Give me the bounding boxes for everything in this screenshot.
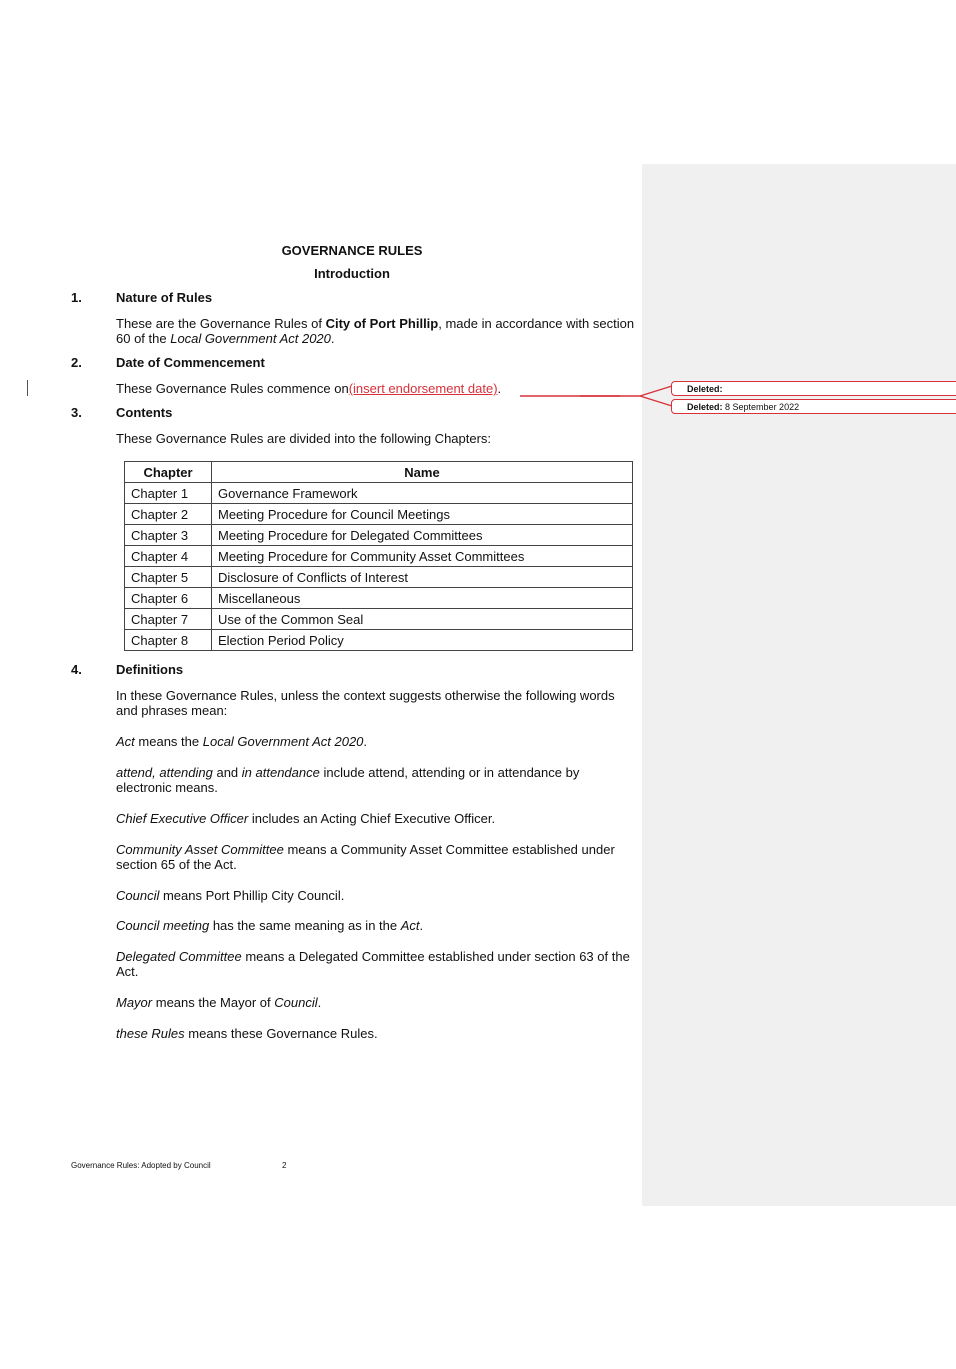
table-row bbox=[125, 483, 633, 504]
section-heading: Date of Commencement bbox=[116, 355, 265, 370]
chapter-number: Chapter 1 bbox=[125, 483, 212, 504]
chapter-number: Chapter 6 bbox=[125, 588, 212, 609]
document-subtitle: Introduction bbox=[314, 266, 390, 281]
chapter-name: Meeting Procedure for Community Asset Committees bbox=[212, 546, 633, 567]
comment-balloon[interactable]: Deleted: bbox=[671, 381, 956, 396]
section-number: 2. bbox=[71, 355, 82, 370]
table-row bbox=[125, 630, 633, 651]
chapter-name: Meeting Procedure for Council Meetings bbox=[212, 504, 633, 525]
chapter-number: Chapter 8 bbox=[125, 630, 212, 651]
definition: Council meeting has the same meaning as in the Act. bbox=[116, 918, 424, 933]
chapter-name: Governance Framework bbox=[212, 483, 633, 504]
table-row bbox=[125, 504, 633, 525]
footer-text: Governance Rules: Adopted by Council bbox=[71, 1161, 211, 1170]
document-title: GOVERNANCE RULES bbox=[281, 243, 423, 258]
definition: Act means the Local Government Act 2020. bbox=[116, 734, 368, 749]
chapter-number: Chapter 5 bbox=[125, 567, 212, 588]
table-row bbox=[125, 525, 633, 546]
chapter-number: Chapter 3 bbox=[125, 525, 212, 546]
change-bar bbox=[27, 380, 28, 396]
section-number: 3. bbox=[71, 405, 82, 420]
definition: Community Asset Committee means a Community Asset Committee established under section 65 of the Act. bbox=[116, 842, 615, 872]
chapter-name: Election Period Policy bbox=[212, 630, 633, 651]
markup-pane bbox=[642, 164, 956, 1206]
paragraph: These are the Governance Rules of City of Port Phillip, made in accordance with section 60 of the Local Government Act 2020. bbox=[116, 316, 635, 346]
table-row bbox=[125, 546, 633, 567]
paragraph: These Governance Rules commence on(insert endorsement date). bbox=[116, 381, 502, 396]
table-row bbox=[125, 609, 633, 630]
definition: these Rules means these Governance Rules. bbox=[116, 1026, 378, 1041]
section-number: 4. bbox=[71, 662, 82, 677]
section-heading: Nature of Rules bbox=[116, 290, 213, 305]
chapter-number: Chapter 4 bbox=[125, 546, 212, 567]
chapter-number: Chapter 2 bbox=[125, 504, 212, 525]
chapters-table: Chapter Name Chapter 1 Governance Framework Chapter 2 Meeting Procedure for Council Meetings Chapter 3 Meeting Procedure for Delegated Committees Chapter 4 Meeting Procedure for Community Asset Committees Chapter 5 Disclosure of Conflicts of Interest Chapter 6 Miscellaneous Chapter 7 Use of the Common Seal Chapter 8 Election Period Policy bbox=[124, 461, 633, 651]
chapter-number: Chapter 7 bbox=[125, 609, 212, 630]
chapter-name: Miscellaneous bbox=[212, 588, 633, 609]
section-number: 1. bbox=[71, 290, 82, 305]
chapter-name: Disclosure of Conflicts of Interest bbox=[212, 567, 633, 588]
table-row bbox=[125, 588, 633, 609]
chapter-name: Use of the Common Seal bbox=[212, 609, 633, 630]
paragraph: In these Governance Rules, unless the context suggests otherwise the following words and phrases mean: bbox=[116, 688, 615, 718]
section-heading: Contents bbox=[116, 405, 173, 420]
definition: Delegated Committee means a Delegated Committee established under section 63 of the Act. bbox=[116, 949, 630, 979]
definition: Mayor means the Mayor of Council. bbox=[116, 995, 322, 1010]
chapter-name: Meeting Procedure for Delegated Committees bbox=[212, 525, 633, 546]
definition: Council means Port Phillip City Council. bbox=[116, 888, 345, 903]
comment-connector bbox=[520, 380, 680, 420]
comment-balloon[interactable]: Deleted: 8 September 2022 bbox=[671, 399, 956, 414]
paragraph: These Governance Rules are divided into the following Chapters: bbox=[116, 431, 492, 446]
page-number: 2 bbox=[282, 1161, 287, 1170]
section-heading: Definitions bbox=[116, 662, 184, 677]
definition: Chief Executive Officer includes an Acting Chief Executive Officer. bbox=[116, 811, 496, 826]
definition: attend, attending and in attendance include attend, attending or in attendance by electronic means. bbox=[116, 765, 580, 795]
inserted-text[interactable]: (insert endorsement date) bbox=[348, 381, 498, 396]
table-row bbox=[125, 567, 633, 588]
